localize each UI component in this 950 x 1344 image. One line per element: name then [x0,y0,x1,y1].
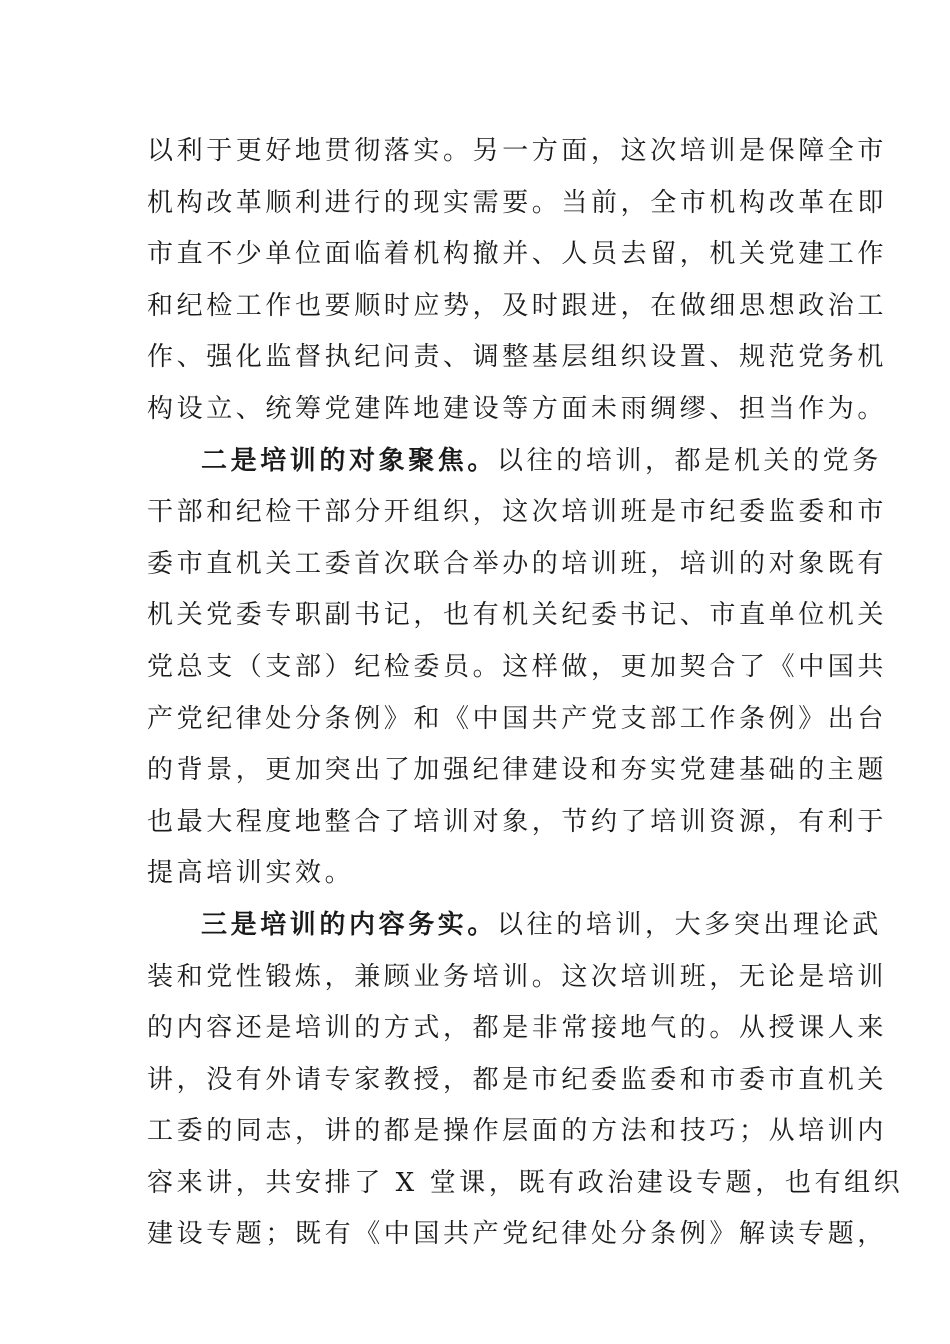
paragraph-first-line-text: 以往的培训，大多突出理论武 [497,909,882,940]
text-line: 装和党性锻炼，兼顾业务培训。这次培训班，无论是培训 [147,961,888,992]
document-body [147,126,904,1261]
text-line: 委市直机关工委首次联合举办的培训班，培训的对象既有 [147,548,888,579]
text-line: 建设专题；既有《中国共产党纪律处分条例》解读专题， [147,1219,888,1250]
text-line: 以利于更好地贯彻落实。另一方面，这次培训是保障全市 [147,136,888,166]
text-line: 也最大程度地整合了培训对象，节约了培训资源，有利于 [147,806,888,837]
paragraph-first-line [147,436,882,488]
text-line: 和纪检工作也要顺时应势，及时跟进，在做细思想政治工 [147,290,888,321]
text-line: 市直不少单位面临着机构撤并、人员去留，机关党建工作 [147,239,888,270]
text-line: 容来讲，共安排了 X 堂课，既有政治建设专题，也有组织 [147,1167,904,1198]
paragraph-first-line-text: 以往的培训，都是机关的党务 [497,445,882,476]
text-line: 的背景，更加突出了加强纪律建设和夯实党建基础的主题 [147,755,888,786]
paragraph-lead-heading: 三是培训的内容务实。 [201,909,498,940]
text-line: 的内容还是培训的方式，都是非常接地气的。从授课人来 [147,1013,888,1044]
text-line: 讲，没有外请专家教授，都是市纪委监委和市委市直机关 [147,1064,888,1095]
text-line: 产党纪律处分条例》和《中国共产党支部工作条例》出台 [147,703,888,734]
text-line: 机关党委专职副书记，也有机关纪委书记、市直单位机关 [147,600,888,631]
paragraph-lead-heading: 二是培训的对象聚焦。 [201,445,498,476]
text-line: 提高培训实效。 [147,858,355,889]
text-line: 工委的同志，讲的都是操作层面的方法和技巧；从培训内 [147,1116,888,1147]
text-line: 构设立、统筹党建阵地建设等方面未雨绸缪、担当作为。 [147,393,888,424]
text-line: 作、强化监督执纪问责、调整基层组织设置、规范党务机 [147,342,888,373]
text-line: 党总支（支部）纪检委员。这样做，更加契合了《中国共 [147,651,888,682]
text-line: 机构改革顺利进行的现实需要。当前，全市机构改革在即 [147,187,888,218]
paragraph-first-line [147,900,882,952]
text-line: 干部和纪检干部分开组织，这次培训班是市纪委监委和市 [147,497,888,528]
